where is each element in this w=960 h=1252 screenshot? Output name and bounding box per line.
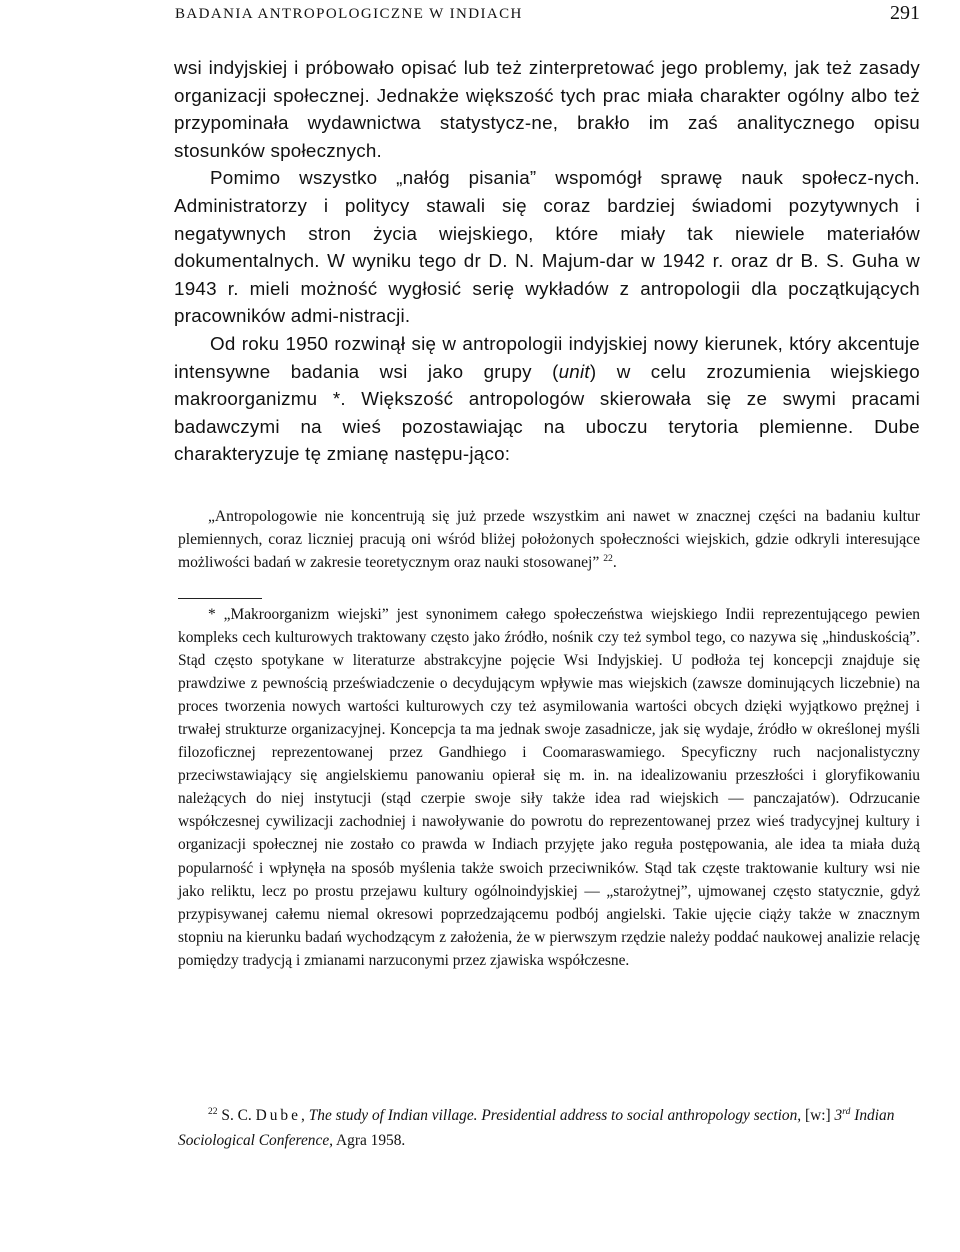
reference-in: [w:] [805,1107,831,1124]
running-title: BADANIA ANTROPOLOGICZNE W INDIACH [175,6,523,22]
block-quote [178,505,920,575]
paragraph-writing-habit [174,164,920,330]
quote-end: . [612,554,617,572]
reference-comma: , [300,1107,305,1124]
text-line: nych. Administratorzy i politycy stawali się coraz bardziej świadomi [174,167,920,216]
text-line: niewiele materiałów dokumentalnych. W wyniku tego dr D. N. Majum- [174,222,920,272]
reference-initials: S. C. [221,1107,252,1124]
term-unit: unit [558,360,590,382]
paragraph-village-studies [174,330,920,468]
reference-place-year: Agra 1958. [336,1132,406,1149]
reference-conference: Indian Sociological Conference, [178,1107,895,1149]
text-line: serię wykładów z antropologii dla początkujących pracowników admi- [174,277,921,327]
page-number: 291 [890,2,920,24]
text-line: miała charakter ogólny albo też przypominała wydawnictwa statystycz- [174,84,921,134]
text-run: jąco: [469,443,511,465]
text-line: wsi indyjskiej i próbowało opisać lub też zinterpretować jego problemy, [174,57,788,78]
reference-title: The study of Indian village. Presidential address to social anthropology section, [308,1107,802,1124]
reference-ordinal: 3 [834,1107,843,1124]
footnote-divider [178,598,262,599]
reference-author: Dube [255,1107,301,1124]
running-header [175,2,920,28]
text-run: ) w celu zrozumienia wiejskiego makroorganizmu *. Większość antropologów skierowała się ze swymi pracami badawczymi na wieś pozostawiając na uboczu terytoria plemienne. Dube charakteryzuje tę zmianę następu- [174,360,920,465]
footnote-reference [178,1103,920,1153]
reference-ordinal-suffix: rd [842,1105,851,1117]
quote-text: „Antropologowie nie koncentrują się już przede wszystkim ani nawet w znacznej części na badaniu kultur plemiennych, coraz liczniej pracują oni wśród bliżej położonych społeczności wiejskich, gdzie odkryli interesujące możliwości badań w zakresie teoretycznym oraz nauki stosowanej” [178,508,920,572]
reference-marker: 22 [208,1105,218,1117]
text-line: Pomimo wszystko „nałóg pisania” wspomógł sprawę nauk społecz- [210,167,874,189]
footnote-macroorganism: * „Makroorganizm wiejski” jest synonimem całego społeczeństwa wiejskiego Indii reprezentującego pewien kompleks cech kulturowych traktowany często jako źródło, nośnik czy też symbol tego, co nazywa się „hinduskością”. Stąd często spotykane w literaturze abstrakcyjne pojęcie Wsi Indyjskiej. U podłoża tej koncepcji znajduje się prawdziwe z pewnością przeświadczenie o decydującym wpływie mas wiejskich (zawsze dominujących liczebnie) na proces tworzenia nowych wartości kulturowych czy też asymilowania wartości obcych dzięki wyjątkowo prężnej i trwałej strukturze organizacyjnej. Koncepcja ta ma jednak swoje zasadnicze, jak się wydaje, źródło w określonej myśli filozoficznej reprezentowanej przez Gandhiego i Coomaraswamiego. Specyficzny ruch nacjonalistyczny przeciwstawiający się angielskiemu panowaniu opierał się m. in. na idealizowaniu przeszłości i gloryfikowaniu należących do niej instytucji (stąd czerpie swoje siły także idea rad wiejskich — panczajatów). Odrzucanie współczesnej cywilizacji zachodniej i nawoływanie do powrotu do reprezentowanej przez wieś tradycyjnej kultury i organizacji społecznej nie zostało co prawda w Indiach przyjęte jako reguła postępowania, ale idea ta miała dużą popularność i wpłynęła na sposób myślenia także swoich przeciwników. Stąd tak częste traktowanie kultury wsi nie jako reliktu, lecz po prostu przejawu kultury ogólnoindyjskiej — „starożytnej”, ujmowanej często statycznie, gdyż przypisywanej całemu niemal okresowi poprzedzającemu podbój angielski. Takie ujęcie ciąży także w znacznym stopniu na kierunku badań wychodzącym z założenia, że w pierwszym rzędzie należy poddać naukowej analizie relację pomiędzy tradycją i zmianami narzuconymi przez zjawiska współczesne. [178,606,920,969]
text-line: jak też zasady organizacji społecznej. Jednakże większość tych prac [174,57,920,106]
footnote-ref: 22 [603,553,613,565]
text-line: dar w 1942 r. oraz dr B. S. Guha w 1943 r. mieli możność wygłosić [174,250,920,299]
text-line: nistracji. [339,305,411,327]
paragraph-continued [174,54,920,164]
text-line: ne, brakło im zaś analitycznego opisu stosunków społecznych. [174,112,920,161]
text-run: Od roku 1950 rozwinął się w antropologii indyjskiej nowy kierunek, który akcentuje intensywne badania wsi jako grupy ( [174,332,920,382]
text-line: pozytywnych i negatywnych stron życia wiejskiego, które miały tak [174,194,921,244]
main-text [174,54,920,468]
